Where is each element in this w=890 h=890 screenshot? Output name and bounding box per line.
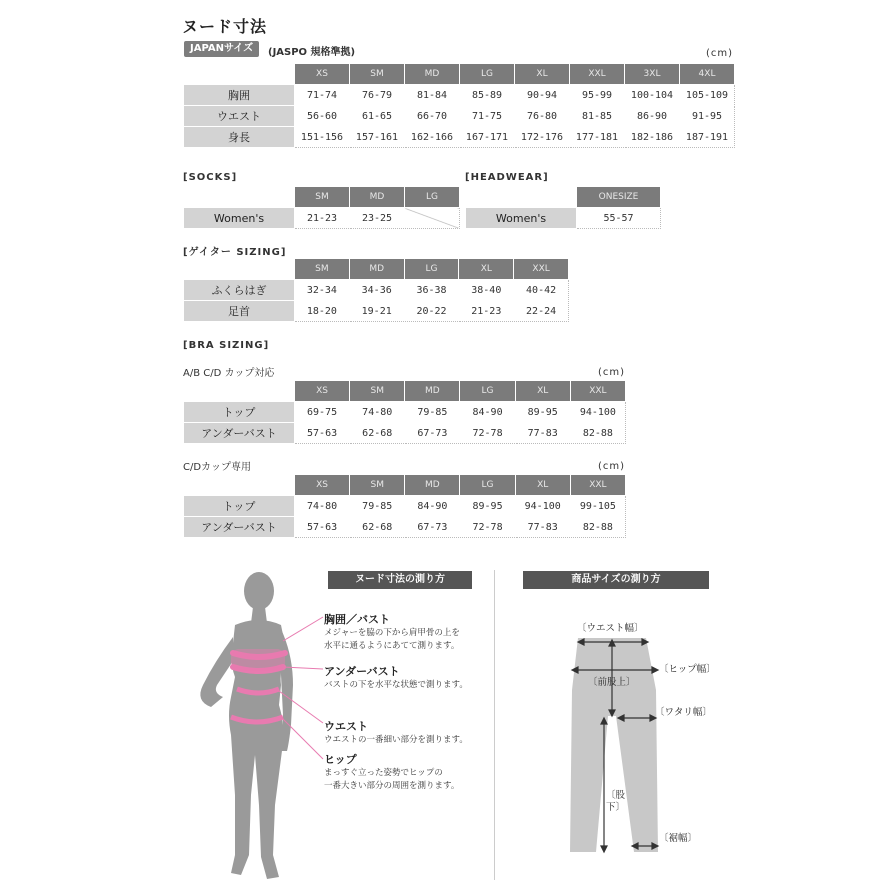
- column-header: XXL: [570, 475, 625, 496]
- table-cell-empty: [405, 208, 460, 229]
- table-cell: 90-94: [515, 85, 570, 106]
- column-header: MD: [405, 381, 460, 402]
- headwear-label: [HEADWEAR]: [465, 172, 549, 183]
- column-header: XXL: [570, 381, 625, 402]
- table-cell: 62-68: [350, 423, 405, 444]
- table-cell: 71-74: [295, 85, 350, 106]
- guide-item-bust: [324, 611, 494, 653]
- table-cell: 71-75: [460, 106, 515, 127]
- table-row: [184, 106, 735, 127]
- bra-ab-label: A/B C/D カップ対応: [183, 368, 275, 379]
- table-cell: 40-42: [514, 280, 569, 301]
- column-header: SM: [350, 475, 405, 496]
- table-row: [184, 301, 569, 322]
- jaspo-note: (JASPO 規格準拠): [268, 47, 356, 58]
- table-cell: 84-90: [460, 402, 515, 423]
- gaiter-size-table: [183, 258, 569, 322]
- guide-item-underbust: [324, 663, 494, 692]
- guide-item-waist: [324, 718, 494, 747]
- table-cell: 157-161: [350, 127, 405, 148]
- row-label: アンダーバスト: [184, 423, 295, 444]
- table-cell: 67-73: [405, 517, 460, 538]
- page-title: ヌード寸法: [182, 17, 268, 36]
- label-hem-width: 〔裾幅〕: [659, 833, 698, 844]
- table-cell: 74-80: [295, 496, 350, 517]
- table-cell: 21-23: [459, 301, 514, 322]
- table-cell: 177-181: [570, 127, 625, 148]
- column-header: XS: [295, 475, 350, 496]
- column-header: XS: [295, 64, 350, 85]
- table-cell: 89-95: [460, 496, 515, 517]
- column-header: XS: [295, 381, 350, 402]
- table-cell: 56-60: [295, 106, 350, 127]
- bra-cd-table: [183, 474, 626, 538]
- table-cell: 32-34: [295, 280, 350, 301]
- column-header: MD: [349, 259, 404, 280]
- guide-text-bust-1: メジャーを脇の下から肩甲骨の上を: [324, 628, 460, 638]
- table-cell: 18-20: [295, 301, 350, 322]
- column-header: 3XL: [625, 64, 680, 85]
- table-corner: [184, 259, 295, 280]
- table-header-row: [184, 381, 626, 402]
- pants-illustration: [560, 630, 670, 860]
- column-header: LG: [460, 475, 515, 496]
- japan-unit: (cm): [706, 48, 734, 59]
- table-cell: 167-171: [460, 127, 515, 148]
- japan-size-table: [183, 63, 735, 148]
- column-header: XL: [515, 381, 570, 402]
- table-row: [184, 496, 626, 517]
- table-corner: [184, 187, 295, 208]
- table-header-row: [184, 187, 460, 208]
- row-label: ウエスト: [184, 106, 295, 127]
- table-cell: 66-70: [405, 106, 460, 127]
- socks-size-table: [183, 186, 460, 229]
- table-row: [184, 402, 626, 423]
- table-cell: 67-73: [405, 423, 460, 444]
- table-row: [184, 208, 460, 229]
- label-inseam: 〔股下〕: [606, 790, 626, 813]
- row-label: トップ: [184, 402, 295, 423]
- label-hip-width: 〔ヒップ幅〕: [659, 664, 716, 675]
- table-cell: 76-80: [515, 106, 570, 127]
- guide-text-hip-1: まっすぐ立った姿勢でヒップの: [324, 768, 443, 778]
- column-header: LG: [460, 64, 515, 85]
- column-header: SM: [295, 187, 350, 208]
- table-cell: 76-79: [350, 85, 405, 106]
- table-cell: 94-100: [570, 402, 625, 423]
- table-cell: 105-109: [680, 85, 735, 106]
- row-label: トップ: [184, 496, 295, 517]
- table-header-row: [466, 187, 661, 208]
- table-row: [184, 127, 735, 148]
- row-label: ふくらはぎ: [184, 280, 295, 301]
- guide-text-waist-1: ウエストの一番細い部分を測ります。: [324, 735, 468, 745]
- guide-divider: [494, 570, 495, 880]
- table-cell: 82-88: [570, 423, 625, 444]
- column-header: XL: [459, 259, 514, 280]
- guide-title-bust: 胸囲／バスト: [324, 613, 390, 626]
- table-corner: [184, 381, 295, 402]
- table-cell: 20-22: [404, 301, 459, 322]
- table-row: [184, 85, 735, 106]
- column-header: XXL: [570, 64, 625, 85]
- guide-title-underbust: アンダーバスト: [324, 665, 400, 678]
- socks-label: [SOCKS]: [183, 172, 238, 183]
- table-cell: 34-36: [349, 280, 404, 301]
- table-cell: 55-57: [577, 208, 661, 229]
- table-cell: 74-80: [350, 402, 405, 423]
- column-header: LG: [460, 381, 515, 402]
- table-cell: 79-85: [405, 402, 460, 423]
- table-cell: 81-85: [570, 106, 625, 127]
- table-corner: [184, 64, 295, 85]
- row-label: 胸囲: [184, 85, 295, 106]
- gaiter-label: [ゲイター SIZING]: [183, 247, 287, 258]
- bra-cd-unit: (cm): [598, 461, 626, 472]
- table-cell: 94-100: [515, 496, 570, 517]
- table-cell: 89-95: [515, 402, 570, 423]
- column-header: ONESIZE: [577, 187, 661, 208]
- table-cell: 187-191: [680, 127, 735, 148]
- table-corner: [184, 475, 295, 496]
- table-cell: 72-78: [460, 517, 515, 538]
- table-row: [184, 423, 626, 444]
- table-cell: 23-25: [350, 208, 405, 229]
- body-figure-illustration: [175, 565, 325, 885]
- label-thigh-width: 〔ワタリ幅〕: [655, 707, 712, 718]
- label-front-rise: 〔前股上〕: [588, 677, 636, 688]
- table-cell: 77-83: [515, 517, 570, 538]
- table-cell: 22-24: [514, 301, 569, 322]
- table-cell: 100-104: [625, 85, 680, 106]
- table-cell: 172-176: [515, 127, 570, 148]
- label-waist-width: 〔ウエスト幅〕: [577, 623, 644, 634]
- guide-text-underbust-1: バストの下を水平な状態で測ります。: [324, 680, 468, 690]
- guide-title-waist: ウエスト: [324, 720, 368, 733]
- column-header: SM: [295, 259, 350, 280]
- column-header: SM: [350, 381, 405, 402]
- table-cell: 61-65: [350, 106, 405, 127]
- table-cell: 82-88: [570, 517, 625, 538]
- nude-guide-header: ヌード寸法の測り方: [328, 571, 472, 589]
- table-cell: 38-40: [459, 280, 514, 301]
- table-header-row: [184, 259, 569, 280]
- japan-size-badge: JAPANサイズ: [184, 41, 259, 57]
- column-header: XL: [515, 64, 570, 85]
- table-cell: 91-95: [680, 106, 735, 127]
- table-cell: 62-68: [350, 517, 405, 538]
- row-label: 身長: [184, 127, 295, 148]
- table-cell: 84-90: [405, 496, 460, 517]
- bra-ab-unit: (cm): [598, 367, 626, 378]
- table-cell: 81-84: [405, 85, 460, 106]
- table-row: [184, 280, 569, 301]
- column-header: 4XL: [680, 64, 735, 85]
- table-corner: [466, 187, 577, 208]
- headwear-size-table: [465, 186, 661, 229]
- bra-ab-table: [183, 380, 626, 444]
- column-header: LG: [404, 259, 459, 280]
- bra-cd-label: C/Dカップ専用: [183, 462, 251, 473]
- column-header: MD: [350, 187, 405, 208]
- row-label: Women's: [466, 208, 577, 229]
- column-header: LG: [405, 187, 460, 208]
- column-header: MD: [405, 475, 460, 496]
- table-header-row: [184, 475, 626, 496]
- product-guide-header: 商品サイズの測り方: [523, 571, 709, 589]
- table-cell: 69-75: [295, 402, 350, 423]
- table-cell: 57-63: [295, 517, 350, 538]
- guide-title-hip: ヒップ: [324, 753, 357, 766]
- table-cell: 95-99: [570, 85, 625, 106]
- table-row: [466, 208, 661, 229]
- table-cell: 72-78: [460, 423, 515, 444]
- row-label: Women's: [184, 208, 295, 229]
- table-cell: 85-89: [460, 85, 515, 106]
- column-header: XXL: [514, 259, 569, 280]
- table-cell: 19-21: [349, 301, 404, 322]
- table-cell: 79-85: [350, 496, 405, 517]
- table-cell: 21-23: [295, 208, 350, 229]
- table-cell: 57-63: [295, 423, 350, 444]
- table-cell: 182-186: [625, 127, 680, 148]
- column-header: MD: [405, 64, 460, 85]
- bra-label: [BRA SIZING]: [183, 340, 270, 351]
- column-header: SM: [350, 64, 405, 85]
- guide-item-hip: [324, 751, 494, 793]
- table-cell: 99-105: [570, 496, 625, 517]
- table-row: [184, 517, 626, 538]
- table-cell: 151-156: [295, 127, 350, 148]
- column-header: XL: [515, 475, 570, 496]
- guide-text-bust-2: 水平に通るようにあてて測ります。: [324, 641, 460, 651]
- table-cell: 86-90: [625, 106, 680, 127]
- table-header-row: [184, 64, 735, 85]
- table-cell: 77-83: [515, 423, 570, 444]
- guide-text-hip-2: 一番大きい部分の周囲を測ります。: [324, 781, 460, 791]
- table-cell: 36-38: [404, 280, 459, 301]
- table-cell: 162-166: [405, 127, 460, 148]
- row-label: 足首: [184, 301, 295, 322]
- row-label: アンダーバスト: [184, 517, 295, 538]
